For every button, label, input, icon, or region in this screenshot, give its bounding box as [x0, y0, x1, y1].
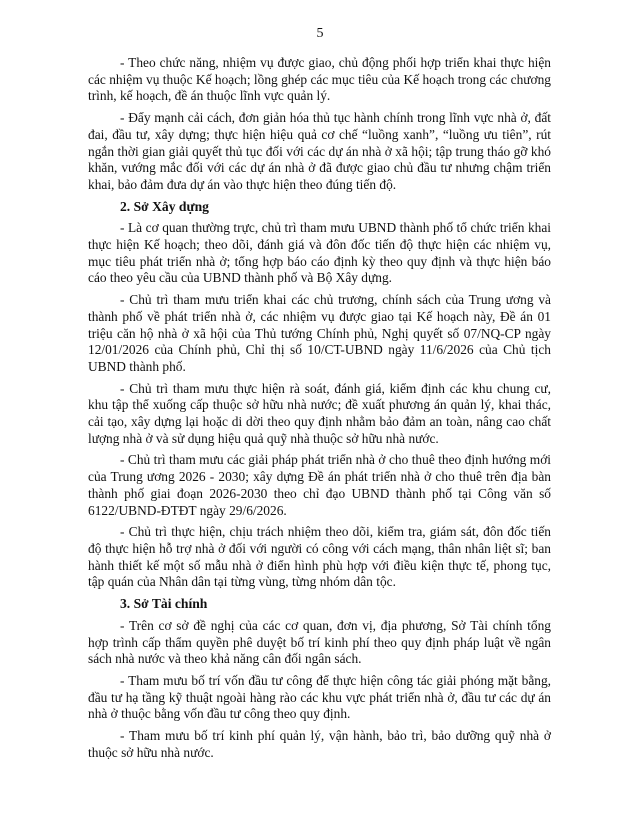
page-number: 5	[316, 26, 324, 41]
paragraph: - Tham mưu bố trí vốn đầu tư công để thực hiện công tác giải phóng mặt bằng, đầu tư hạ tầng kỹ thuật ngoài hàng rào các khu vực phát triển nhà ở, đầu tư các dự án nhà ở thuộc bằng vốn đầu tư công theo quy định.	[88, 672, 551, 722]
paragraph: - Đẩy mạnh cải cách, đơn giản hóa thủ tục hành chính trong lĩnh vực nhà ở, đất đai, đầu tư, xây dựng; thực hiện hiệu quả cơ chế “luồng xanh”, “luồng ưu tiên”, rút ngắn thời gian giải quyết thủ tục đối với các dự án nhà ở xã hội; tập trung tháo gỡ khó khăn, vướng mắc đối với các dự án nhà ở đã được giao chủ đầu tư nhưng chậm triển khai, bảo đảm đưa dự án vào thực hiện theo đúng tiến độ.	[88, 110, 551, 192]
section-so-xay-dung	[88, 199, 551, 591]
paragraph: - Là cơ quan thường trực, chủ trì tham mưu UBND thành phố tổ chức triển khai thực hiện Kế hoạch; theo dõi, đánh giá và đôn đốc tiến độ thực hiện các nhiệm vụ, mục tiêu phát triển nhà ở; tổng hợp báo cáo định kỳ theo quy định và thực hiện báo cáo theo yêu cầu của UBND thành phố và Bộ Xây dựng.	[88, 220, 551, 286]
paragraph: - Chủ trì thực hiện, chịu trách nhiệm theo dõi, kiểm tra, giám sát, đôn đốc tiến độ thực hiện hỗ trợ nhà ở đối với người có công với cách mạng, thân nhân liệt sĩ; ban hành thiết kế một số mẫu nhà ở điển hình phù hợp với điều kiện thực tế, phong tục, tập quán của Nhân dân tại từng vùng, từng nhóm dân tộc.	[88, 524, 551, 590]
paragraph: - Chủ trì tham mưu triển khai các chủ trương, chính sách của Trung ương và thành phố về phát triển nhà ở, các nhiệm vụ được giao tại Kế hoạch này, Đề án 01 triệu căn hộ nhà ở xã hội của Thủ tướng Chính phủ, Nghị quyết số 07/NQ-CP ngày 12/01/2026 của Chính phủ, Chỉ thị số 10/CT-UBND ngày 11/6/2026 của Chủ tịch UBND thành phố.	[88, 292, 551, 374]
paragraph: - Tham mưu bố trí kinh phí quản lý, vận hành, bảo trì, bảo dưỡng quỹ nhà ở thuộc sở hữu nhà nước.	[88, 728, 551, 760]
paragraph: - Trên cơ sở đề nghị của các cơ quan, đơn vị, địa phương, Sở Tài chính tổng hợp trình cấp thẩm quyền phê duyệt bố trí kinh phí theo quy định pháp luật về ngân sách nhà nước và theo khả năng cân đối ngân sách.	[88, 617, 551, 667]
document-body	[88, 55, 551, 766]
section-heading: 2. Sở Xây dựng	[120, 198, 209, 214]
paragraph: - Theo chức năng, nhiệm vụ được giao, chủ động phối hợp triển khai thực hiện các nhiệm vụ thuộc Kế hoạch; lồng ghép các mục tiêu của Kế hoạch trong các chương trình, kế hoạch, đề án thuộc lĩnh vực quản lý.	[88, 55, 551, 104]
paragraph: - Chủ trì tham mưu thực hiện rà soát, đánh giá, kiểm định các khu chung cư, khu tập thể xuống cấp thuộc sở hữu nhà nước; đề xuất phương án quản lý, khai thác, cải tạo, xây dựng lại hoặc di dời theo quy định nhằm bảo đảm an toàn, nâng cao chất lượng nhà ở và sử dụng hiệu quả quỹ nhà thuộc sở hữu nhà nước.	[88, 380, 551, 446]
section-heading: 3. Sở Tài chính	[120, 596, 208, 612]
paragraph: - Chủ trì tham mưu các giải pháp phát triển nhà ở cho thuê theo định hướng mới của Trung ương 2026 - 2030; xây dựng Đề án phát triển nhà ở cho thuê trên địa bàn thành phố giai đoạn 2026-2030 theo chỉ đạo UBND thành phố tại Công văn số 6122/UBND-ĐTĐT ngày 29/6/2026.	[88, 452, 551, 518]
section-so-tai-chinh	[88, 596, 551, 761]
